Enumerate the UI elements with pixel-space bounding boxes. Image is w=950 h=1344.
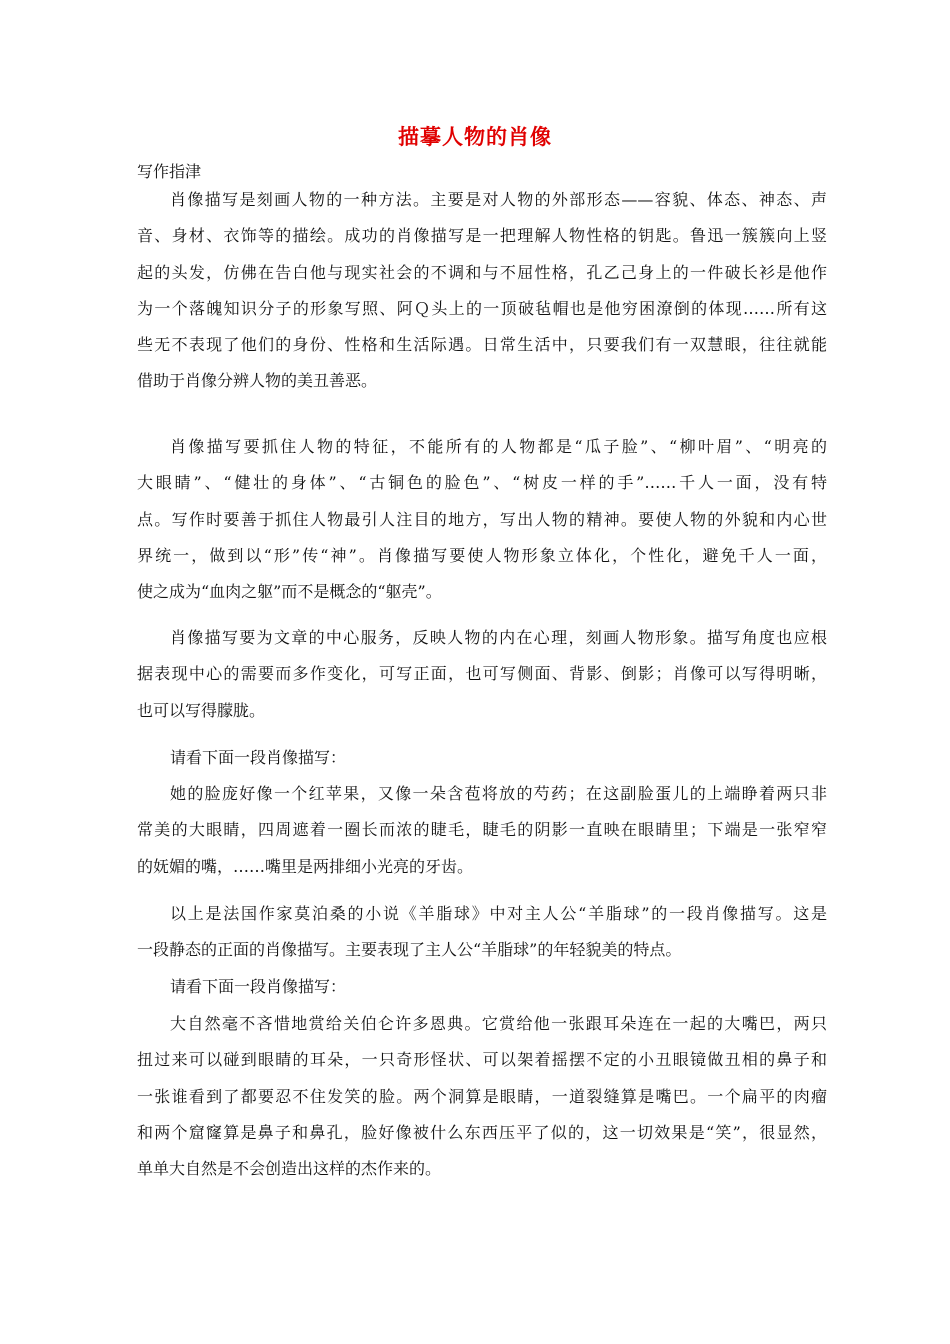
paragraph-line: 她的脸庞好像一个红苹果，又像一朵含苞将放的芍药；在这副脸蛋儿的上端睁着两只非 bbox=[170, 784, 827, 803]
paragraph bbox=[137, 1013, 827, 1194]
paragraph-line: 据表现中心的需要而多作变化，可写正面，也可写侧面、背影、倒影；肖像可以写得明晰， bbox=[137, 664, 827, 684]
paragraph bbox=[137, 747, 827, 783]
document-title: 描摹人物的肖像 bbox=[398, 124, 552, 149]
section-heading: 写作指津 bbox=[137, 162, 202, 181]
paragraph-line: 请看下面一段肖像描写： bbox=[170, 977, 347, 996]
paragraph-line: 界统一，做到以“形”传“神”。肖像描写要使人物形象立体化，个性化，避免千人一面， bbox=[137, 545, 827, 565]
paragraph-line: 借助于肖像分辨人物的美丑善恶。 bbox=[137, 371, 378, 391]
paragraph-line: 肖像描写要为文章的中心服务，反映人物的内在心理，刻画人物形象。描写角度也应根 bbox=[170, 628, 827, 647]
paragraph bbox=[137, 976, 827, 1012]
paragraph-line: 单单大自然是不会创造出这样的杰作来的。 bbox=[137, 1159, 442, 1179]
paragraph bbox=[137, 436, 827, 617]
paragraph-line: 使之成为“血肉之躯”而不是概念的“躯壳”。 bbox=[137, 582, 442, 602]
paragraph-line: 一张谁看到了都要忍不住发笑的脸。两个洞算是眼睛，一道裂缝算是嘴巴。一个扁平的肉瘤 bbox=[137, 1086, 827, 1106]
paragraph-line: 些无不表现了他们的身份、性格和生活际遇。日常生活中，只要我们有一双慧眼，往往就能 bbox=[137, 335, 827, 355]
paragraph bbox=[137, 189, 827, 407]
paragraph-line: 的妩媚的嘴，……嘴里是两排细小光亮的牙齿。 bbox=[137, 856, 474, 876]
paragraph-line: 以上是法国作家莫泊桑的小说《羊脂球》中对主人公“羊脂球”的一段肖像描写。这是 bbox=[170, 904, 827, 923]
paragraph-line: 大眼睛”、“健壮的身体”、“古铜色的脸色”、“树皮一样的手”……千人一面，没有特 bbox=[137, 473, 827, 493]
paragraph bbox=[137, 783, 827, 892]
paragraph-line: 点。写作时要善于抓住人物最引人注目的地方，写出人物的精神。要使人物的外貌和内心世 bbox=[137, 509, 827, 529]
paragraph-line: 肖像描写要抓住人物的特征，不能所有的人物都是“瓜子脸”、“柳叶眉”、“明亮的 bbox=[170, 437, 827, 456]
paragraph-line: 为一个落魄知识分子的形象写照、阿Ｑ头上的一顶破毡帽也是他穷困潦倒的体现……所有这 bbox=[137, 298, 827, 318]
paragraph-line: 常美的大眼睛，四周遮着一圈长而浓的睫毛，睫毛的阴影一直映在眼睛里；下端是一张窄窄 bbox=[137, 820, 827, 840]
paragraph-line: 肖像描写是刻画人物的一种方法。主要是对人物的外部形态——容貌、体态、神态、声 bbox=[170, 190, 827, 209]
paragraph-line: 扭过来可以碰到眼睛的耳朵，一只奇形怪状、可以架着摇摆不定的小丑眼镜做丑相的鼻子和 bbox=[137, 1050, 827, 1070]
paragraph-line: 和两个窟窿算是鼻子和鼻孔，脸好像被什么东西压平了似的，这一切效果是“笑”，很显然， bbox=[137, 1122, 827, 1142]
paragraph bbox=[137, 627, 827, 736]
paragraph-line: 大自然毫不吝惜地赏给关伯仑许多恩典。它赏给他一张跟耳朵连在一起的大嘴巴，两只 bbox=[170, 1014, 827, 1033]
paragraph-line: 也可以写得朦胧。 bbox=[137, 700, 266, 720]
paragraph-line: 起的头发，仿佛在告白他与现实社会的不调和与不屈性格，孔乙己身上的一件破长衫是他作 bbox=[137, 262, 827, 282]
paragraph bbox=[137, 903, 827, 976]
paragraph-line: 音、身材、衣饰等的描绘。成功的肖像描写是一把理解人物性格的钥匙。鲁迅一簇簇向上竖 bbox=[137, 226, 827, 246]
paragraph-line: 一段静态的正面的肖像描写。主要表现了主人公“羊脂球”的年轻貌美的特点。 bbox=[137, 940, 682, 960]
paragraph-line: 请看下面一段肖像描写： bbox=[170, 748, 347, 767]
